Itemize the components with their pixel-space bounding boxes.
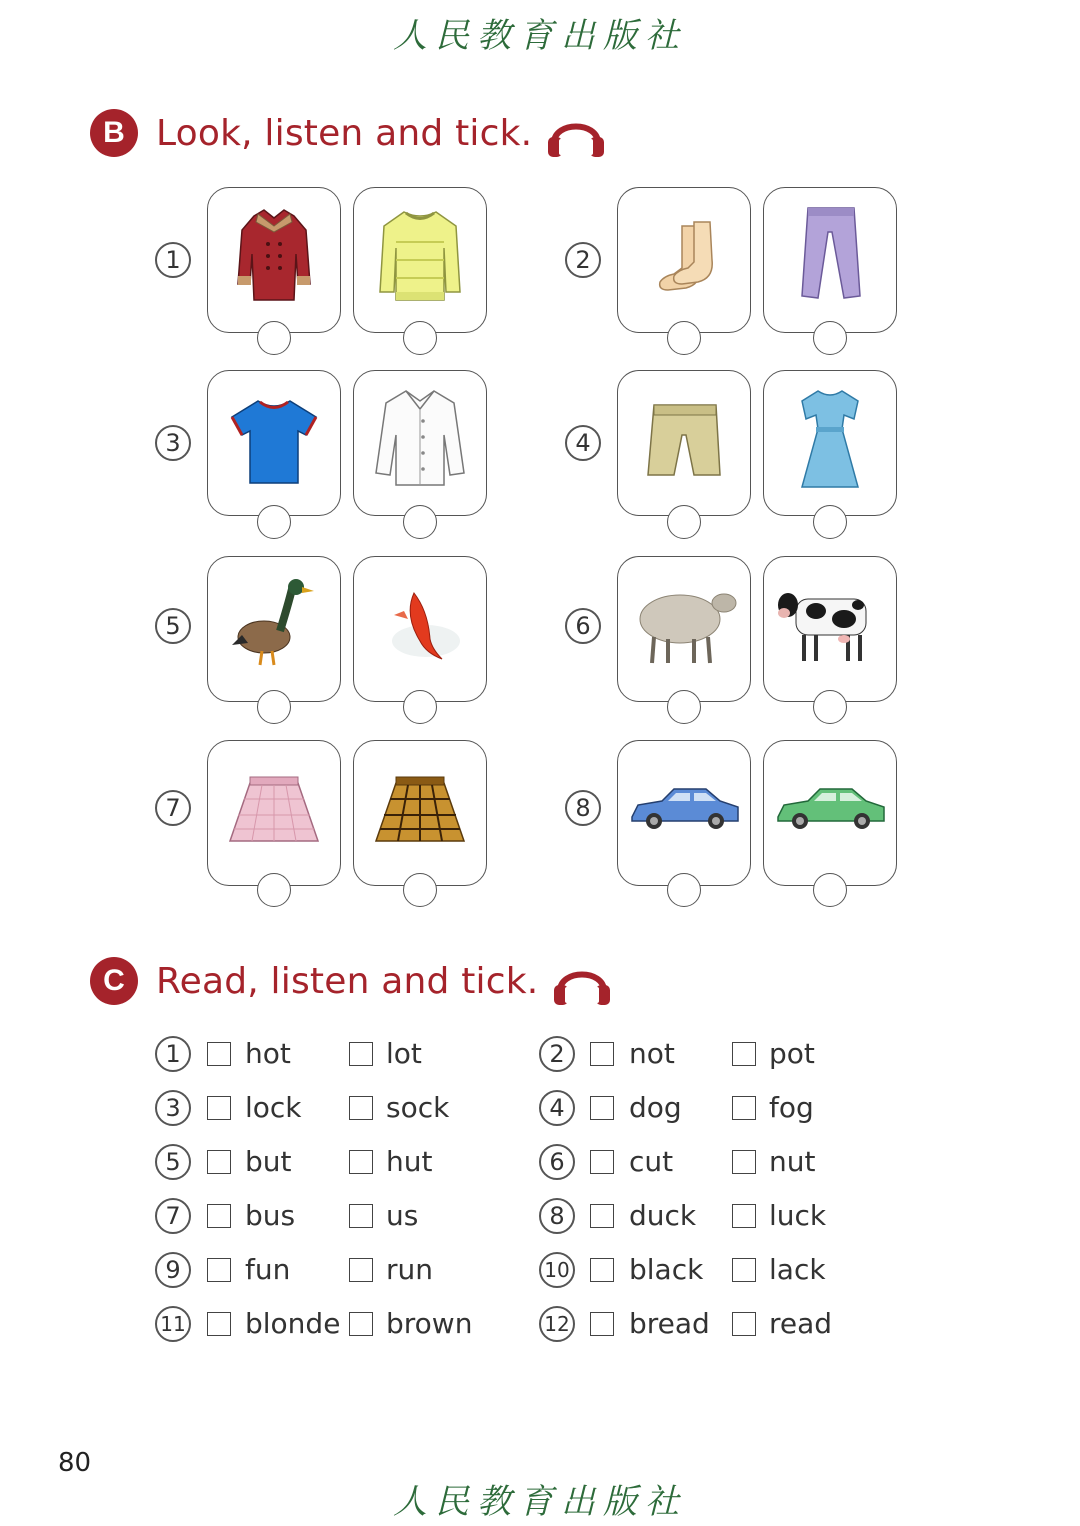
word-option: run bbox=[386, 1253, 434, 1286]
blue-car-image bbox=[628, 749, 740, 861]
checkbox[interactable] bbox=[590, 1204, 614, 1228]
picture-sweater bbox=[353, 187, 487, 333]
word-option: dog bbox=[629, 1091, 682, 1124]
checkbox[interactable] bbox=[207, 1204, 231, 1228]
sweater-image bbox=[364, 196, 476, 308]
checkbox[interactable] bbox=[349, 1096, 373, 1120]
checkbox[interactable] bbox=[207, 1258, 231, 1282]
item-number-4: 4 bbox=[565, 425, 601, 461]
green-car-image bbox=[774, 749, 886, 861]
item-number-2: 2 bbox=[565, 242, 601, 278]
item-number-10: 10 bbox=[539, 1252, 575, 1288]
picture-t-shirt bbox=[207, 370, 341, 516]
checkbox[interactable] bbox=[207, 1042, 231, 1066]
pink-skirt-image bbox=[218, 749, 330, 861]
checkbox[interactable] bbox=[590, 1312, 614, 1336]
word-row bbox=[0, 1088, 1080, 1128]
checkbox[interactable] bbox=[732, 1150, 756, 1174]
word-row bbox=[0, 1304, 1080, 1344]
picture-green-car bbox=[763, 740, 897, 886]
word-option: read bbox=[769, 1307, 833, 1340]
item-number-8: 8 bbox=[565, 790, 601, 826]
word-option: sock bbox=[386, 1091, 450, 1124]
tick-circle[interactable] bbox=[257, 690, 291, 724]
checkbox[interactable] bbox=[349, 1258, 373, 1282]
checkbox[interactable] bbox=[590, 1042, 614, 1066]
checkbox[interactable] bbox=[349, 1204, 373, 1228]
shirt-image bbox=[364, 379, 476, 491]
tick-circle[interactable] bbox=[667, 505, 701, 539]
tick-circle[interactable] bbox=[403, 873, 437, 907]
item-number-4: 4 bbox=[539, 1090, 575, 1126]
word-option: blonde bbox=[245, 1307, 341, 1340]
word-option: duck bbox=[629, 1199, 697, 1232]
tick-circle[interactable] bbox=[667, 690, 701, 724]
word-option: fun bbox=[245, 1253, 291, 1286]
picture-shorts bbox=[617, 370, 751, 516]
picture-socks bbox=[617, 187, 751, 333]
picture-shirt bbox=[353, 370, 487, 516]
section-c-badge: C bbox=[90, 957, 138, 1005]
item-number-3: 3 bbox=[155, 1090, 191, 1126]
word-option: luck bbox=[769, 1199, 827, 1232]
checkbox[interactable] bbox=[207, 1150, 231, 1174]
picture-plaid-skirt bbox=[353, 740, 487, 886]
picture-pants bbox=[763, 187, 897, 333]
tick-circle[interactable] bbox=[813, 505, 847, 539]
word-option: bread bbox=[629, 1307, 710, 1340]
item-number-12: 12 bbox=[539, 1306, 575, 1342]
picture-duck bbox=[207, 556, 341, 702]
item-number-1: 1 bbox=[155, 1036, 191, 1072]
word-option: lot bbox=[386, 1037, 422, 1070]
picture-pink-skirt bbox=[207, 740, 341, 886]
word-option: cut bbox=[629, 1145, 674, 1178]
picture-fish bbox=[353, 556, 487, 702]
word-option: us bbox=[386, 1199, 419, 1232]
checkbox[interactable] bbox=[349, 1312, 373, 1336]
cow-image bbox=[774, 565, 886, 677]
item-number-7: 7 bbox=[155, 1198, 191, 1234]
section-c-header bbox=[90, 956, 612, 1006]
tick-circle[interactable] bbox=[257, 873, 291, 907]
tick-circle[interactable] bbox=[403, 321, 437, 355]
tick-circle[interactable] bbox=[667, 873, 701, 907]
word-option: brown bbox=[386, 1307, 473, 1340]
fish-image bbox=[364, 565, 476, 677]
checkbox[interactable] bbox=[732, 1312, 756, 1336]
item-number-6: 6 bbox=[539, 1144, 575, 1180]
item-number-9: 9 bbox=[155, 1252, 191, 1288]
item-number-8: 8 bbox=[539, 1198, 575, 1234]
word-row bbox=[0, 1034, 1080, 1074]
word-row bbox=[0, 1250, 1080, 1290]
headphones-icon[interactable] bbox=[552, 957, 612, 1005]
checkbox[interactable] bbox=[349, 1042, 373, 1066]
tick-circle[interactable] bbox=[257, 321, 291, 355]
tick-circle[interactable] bbox=[667, 321, 701, 355]
item-number-5: 5 bbox=[155, 1144, 191, 1180]
word-option: bus bbox=[245, 1199, 296, 1232]
checkbox[interactable] bbox=[590, 1258, 614, 1282]
item-number-2: 2 bbox=[539, 1036, 575, 1072]
checkbox[interactable] bbox=[349, 1150, 373, 1174]
tick-circle[interactable] bbox=[813, 690, 847, 724]
t-shirt-image bbox=[218, 379, 330, 491]
tick-circle[interactable] bbox=[813, 873, 847, 907]
word-option: not bbox=[629, 1037, 675, 1070]
section-b-title: Look, listen and tick. bbox=[156, 112, 533, 154]
plaid-skirt-image bbox=[364, 749, 476, 861]
item-number-7: 7 bbox=[155, 790, 191, 826]
publisher-logo-top: 人民教育出版社 bbox=[393, 16, 687, 56]
item-number-5: 5 bbox=[155, 608, 191, 644]
picture-coat bbox=[207, 187, 341, 333]
page-number: 80 bbox=[58, 1448, 92, 1478]
word-row bbox=[0, 1142, 1080, 1182]
item-number-11: 11 bbox=[155, 1306, 191, 1342]
duck-image bbox=[218, 565, 330, 677]
item-number-6: 6 bbox=[565, 608, 601, 644]
tick-circle[interactable] bbox=[813, 321, 847, 355]
section-c-title: Read, listen and tick. bbox=[156, 960, 539, 1002]
item-number-1: 1 bbox=[155, 242, 191, 278]
word-option: black bbox=[629, 1253, 704, 1286]
word-option: lock bbox=[245, 1091, 302, 1124]
picture-sheep bbox=[617, 556, 751, 702]
tick-circle[interactable] bbox=[403, 690, 437, 724]
checkbox[interactable] bbox=[732, 1204, 756, 1228]
checkbox[interactable] bbox=[590, 1150, 614, 1174]
checkbox[interactable] bbox=[732, 1258, 756, 1282]
tick-circle[interactable] bbox=[257, 505, 291, 539]
item-number-3: 3 bbox=[155, 425, 191, 461]
checkbox[interactable] bbox=[732, 1096, 756, 1120]
checkbox[interactable] bbox=[207, 1312, 231, 1336]
checkbox[interactable] bbox=[732, 1042, 756, 1066]
picture-blue-car bbox=[617, 740, 751, 886]
word-option: hut bbox=[386, 1145, 433, 1178]
shorts-image bbox=[628, 379, 740, 491]
headphones-icon[interactable] bbox=[546, 109, 606, 157]
word-row bbox=[0, 1196, 1080, 1236]
picture-cow bbox=[763, 556, 897, 702]
word-option: nut bbox=[769, 1145, 816, 1178]
word-option: pot bbox=[769, 1037, 815, 1070]
publisher-logo-bottom: 人民教育出版社 bbox=[393, 1482, 687, 1522]
coat-image bbox=[218, 196, 330, 308]
dress-image bbox=[774, 379, 886, 491]
section-b-badge: B bbox=[90, 109, 138, 157]
sheep-image bbox=[628, 565, 740, 677]
pants-image bbox=[774, 196, 886, 308]
picture-dress bbox=[763, 370, 897, 516]
socks-image bbox=[628, 196, 740, 308]
checkbox[interactable] bbox=[590, 1096, 614, 1120]
tick-circle[interactable] bbox=[403, 505, 437, 539]
word-option: fog bbox=[769, 1091, 814, 1124]
word-option: hot bbox=[245, 1037, 291, 1070]
word-option: but bbox=[245, 1145, 292, 1178]
checkbox[interactable] bbox=[207, 1096, 231, 1120]
section-b-header bbox=[90, 108, 606, 158]
word-option: lack bbox=[769, 1253, 826, 1286]
